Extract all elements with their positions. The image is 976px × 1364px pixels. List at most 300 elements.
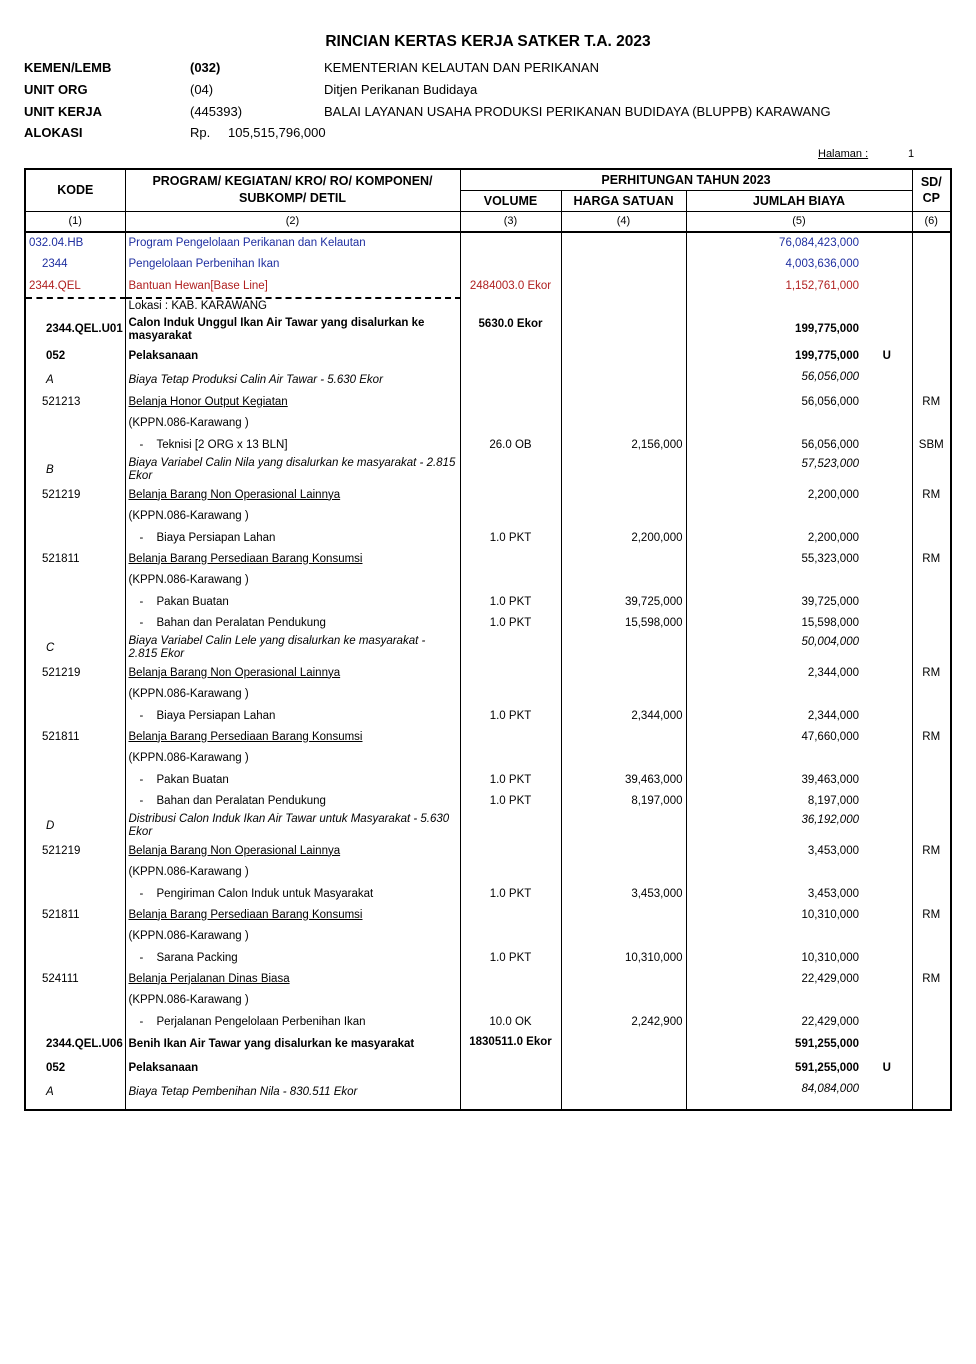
row-sdcp — [912, 770, 951, 791]
row-harga — [561, 905, 686, 926]
row-kode — [25, 770, 125, 791]
row-u-flag — [862, 727, 912, 748]
row-sdcp — [912, 990, 951, 1012]
row-u-flag — [862, 990, 912, 1012]
row-uraian — [125, 727, 460, 748]
row-harga — [561, 1057, 686, 1081]
row-kode — [25, 862, 125, 884]
akun-label: Belanja Barang Non Operasional Lainnya — [128, 844, 341, 857]
detail-bullet: - — [139, 595, 144, 608]
col-number-4: (4) — [561, 211, 686, 232]
row-uraian: (KPPN.086-Karawang ) — [125, 506, 460, 528]
row-volume — [460, 254, 561, 276]
row-u-flag — [862, 634, 912, 663]
row-uraian: Bantuan Hewan[Base Line] — [125, 276, 460, 298]
row-sdcp — [912, 1081, 951, 1110]
col-jumlah-header: JUMLAH BIAYA — [686, 190, 912, 211]
row-kode: B — [25, 456, 125, 485]
row-jumlah: 15,598,000 — [686, 613, 862, 634]
row-sdcp — [912, 276, 951, 298]
row-volume — [460, 549, 561, 570]
row-volume — [460, 485, 561, 506]
detail-bullet: - — [139, 951, 144, 964]
table-row — [25, 456, 951, 485]
kemen-code: (032) — [190, 60, 221, 75]
row-u-flag — [862, 791, 912, 812]
row-kode: 2344.QEL.U01 — [25, 315, 125, 345]
row-uraian: Lokasi : KAB. KARAWANG — [125, 298, 460, 315]
row-harga — [561, 254, 686, 276]
detail-bullet: - — [139, 887, 144, 900]
table-row — [25, 663, 951, 684]
col-sdcp-header — [912, 169, 951, 211]
row-uraian: Program Pengelolaan Perikanan dan Kelautan — [125, 232, 460, 254]
row-volume — [460, 748, 561, 770]
row-jumlah — [686, 684, 862, 706]
row-uraian — [125, 706, 460, 727]
row-sdcp — [912, 812, 951, 841]
row-volume — [460, 1081, 561, 1110]
page-title: RINCIAN KERTAS KERJA SATKER T.A. 2023 — [325, 33, 651, 50]
row-kode — [25, 748, 125, 770]
row-volume — [460, 298, 561, 315]
table-row — [25, 1012, 951, 1033]
row-volume: 5630.0 Ekor — [460, 315, 561, 345]
row-harga — [561, 684, 686, 706]
col-harga-header: HARGA SATUAN — [561, 190, 686, 211]
row-kode — [25, 884, 125, 905]
row-jumlah: 199,775,000 — [686, 315, 862, 345]
budget-table — [24, 168, 952, 1111]
table-row — [25, 570, 951, 592]
row-sdcp — [912, 1057, 951, 1081]
row-sdcp: RM — [912, 841, 951, 862]
row-sdcp: RM — [912, 969, 951, 990]
row-u-flag — [862, 570, 912, 592]
row-jumlah — [686, 748, 862, 770]
row-u-flag — [862, 392, 912, 413]
row-uraian: Biaya Variabel Calin Nila yang disalurkan ke masyarakat - 2.815 Ekor — [125, 456, 460, 485]
table-row — [25, 884, 951, 905]
table-row — [25, 345, 951, 369]
table-row — [25, 990, 951, 1012]
akun-label: Belanja Barang Non Operasional Lainnya — [128, 488, 341, 501]
table-row — [25, 549, 951, 570]
row-kode: D — [25, 812, 125, 841]
row-uraian: Benih Ikan Air Tawar yang disalurkan ke masyarakat — [125, 1033, 460, 1057]
row-u-flag — [862, 315, 912, 345]
row-volume — [460, 506, 561, 528]
col-kode-header: KODE — [25, 169, 125, 211]
row-volume — [460, 684, 561, 706]
row-volume: 1.0 PKT — [460, 592, 561, 613]
row-u-flag — [862, 748, 912, 770]
detail-text: Perjalanan Pengelolaan Perbenihan Ikan — [156, 1015, 366, 1028]
row-sdcp — [912, 232, 951, 254]
row-uraian: (KPPN.086-Karawang ) — [125, 862, 460, 884]
table-row — [25, 232, 951, 254]
row-u-flag — [862, 684, 912, 706]
row-kode — [25, 684, 125, 706]
row-jumlah: 57,523,000 — [686, 456, 862, 485]
row-jumlah: 36,192,000 — [686, 812, 862, 841]
row-uraian: Pelaksanaan — [125, 345, 460, 369]
row-uraian — [125, 613, 460, 634]
row-harga — [561, 841, 686, 862]
row-uraian: (KPPN.086-Karawang ) — [125, 570, 460, 592]
row-uraian — [125, 663, 460, 684]
table-row — [25, 791, 951, 812]
detail-bullet: - — [139, 1015, 144, 1028]
row-sdcp: RM — [912, 549, 951, 570]
akun-label: Belanja Honor Output Kegiatan — [128, 395, 288, 408]
col-number-6: (6) — [912, 211, 951, 232]
row-volume: 1.0 PKT — [460, 706, 561, 727]
row-harga — [561, 456, 686, 485]
unitorg-label: UNIT ORG — [24, 82, 88, 97]
row-jumlah — [686, 506, 862, 528]
row-uraian — [125, 528, 460, 549]
row-harga — [561, 345, 686, 369]
row-sdcp — [912, 748, 951, 770]
row-jumlah: 39,725,000 — [686, 592, 862, 613]
row-u-flag — [862, 485, 912, 506]
table-row — [25, 413, 951, 435]
row-volume — [460, 990, 561, 1012]
row-uraian — [125, 791, 460, 812]
row-uraian: Biaya Tetap Pembenihan Nila - 830.511 Ekor — [125, 1081, 460, 1110]
row-harga — [561, 663, 686, 684]
row-jumlah — [686, 570, 862, 592]
row-harga — [561, 570, 686, 592]
row-u-flag — [862, 663, 912, 684]
row-volume: 1.0 PKT — [460, 770, 561, 791]
table-row — [25, 905, 951, 926]
detail-bullet: - — [139, 773, 144, 786]
row-jumlah — [686, 413, 862, 435]
table-row — [25, 485, 951, 506]
kemen-label: KEMEN/LEMB — [24, 60, 112, 75]
row-kode — [25, 592, 125, 613]
row-u-flag — [862, 926, 912, 948]
unitkerja-name: BALAI LAYANAN USAHA PRODUKSI PERIKANAN BUDIDAYA (BLUPPB) KARAWANG — [324, 104, 831, 119]
row-u-flag — [862, 1033, 912, 1057]
row-jumlah: 10,310,000 — [686, 905, 862, 926]
row-kode: 521213 — [25, 392, 125, 413]
row-uraian — [125, 969, 460, 990]
row-harga: 2,242,900 — [561, 1012, 686, 1033]
table-row — [25, 506, 951, 528]
row-kode — [25, 948, 125, 969]
table-row — [25, 948, 951, 969]
table-row — [25, 435, 951, 456]
row-sdcp — [912, 948, 951, 969]
row-sdcp — [912, 634, 951, 663]
col-program-line1: PROGRAM/ KEGIATAN/ KRO/ RO/ KOMPONEN/ — [152, 174, 433, 189]
row-uraian: Calon Induk Unggul Ikan Air Tawar yang disalurkan ke masyarakat — [125, 315, 460, 345]
row-harga — [561, 485, 686, 506]
row-harga — [561, 812, 686, 841]
row-u-flag — [862, 969, 912, 990]
row-u-flag — [862, 905, 912, 926]
row-harga: 8,197,000 — [561, 791, 686, 812]
row-uraian: Biaya Tetap Produksi Calin Air Tawar - 5.630 Ekor — [125, 369, 460, 392]
row-kode — [25, 926, 125, 948]
row-jumlah: 4,003,636,000 — [686, 254, 862, 276]
row-volume — [460, 841, 561, 862]
col-number-5: (5) — [686, 211, 912, 232]
row-jumlah: 22,429,000 — [686, 1012, 862, 1033]
row-jumlah: 591,255,000 — [686, 1033, 862, 1057]
row-volume: 1.0 PKT — [460, 948, 561, 969]
row-uraian — [125, 1012, 460, 1033]
detail-text: Pakan Buatan — [156, 595, 229, 608]
row-jumlah: 76,084,423,000 — [686, 232, 862, 254]
row-sdcp: RM — [912, 727, 951, 748]
row-volume: 1830511.0 Ekor — [460, 1033, 561, 1057]
table-row — [25, 298, 951, 315]
table-row — [25, 1081, 951, 1110]
row-uraian: (KPPN.086-Karawang ) — [125, 990, 460, 1012]
row-harga — [561, 392, 686, 413]
row-volume — [460, 727, 561, 748]
akun-label: Belanja Perjalanan Dinas Biasa — [128, 972, 290, 985]
row-kode — [25, 528, 125, 549]
table-row — [25, 770, 951, 791]
akun-label: Belanja Barang Persediaan Barang Konsumsi — [128, 552, 363, 565]
row-u-flag — [862, 1081, 912, 1110]
table-row — [25, 706, 951, 727]
row-sdcp — [912, 298, 951, 315]
unitorg-name: Ditjen Perikanan Budidaya — [324, 82, 478, 97]
row-jumlah: 47,660,000 — [686, 727, 862, 748]
row-harga — [561, 276, 686, 298]
table-row — [25, 684, 951, 706]
row-u-flag — [862, 435, 912, 456]
row-volume — [460, 392, 561, 413]
col-number-3: (3) — [460, 211, 561, 232]
row-kode: 521811 — [25, 905, 125, 926]
row-kode — [25, 435, 125, 456]
row-jumlah — [686, 298, 862, 315]
row-volume — [460, 456, 561, 485]
row-kode — [25, 570, 125, 592]
col-program-line2: SUBKOMP/ DETIL — [239, 191, 346, 206]
row-jumlah: 50,004,000 — [686, 634, 862, 663]
table-row — [25, 392, 951, 413]
row-jumlah: 2,344,000 — [686, 706, 862, 727]
row-uraian — [125, 770, 460, 791]
row-uraian — [125, 485, 460, 506]
kemen-name: KEMENTERIAN KELAUTAN DAN PERIKANAN — [324, 60, 599, 75]
row-jumlah: 56,056,000 — [686, 369, 862, 392]
row-harga — [561, 1081, 686, 1110]
row-harga — [561, 232, 686, 254]
row-u-flag — [862, 528, 912, 549]
row-sdcp: RM — [912, 485, 951, 506]
table-row — [25, 369, 951, 392]
row-kode: 2344 — [25, 254, 125, 276]
row-harga — [561, 506, 686, 528]
row-u-flag — [862, 948, 912, 969]
halaman-label: Halaman : — [818, 148, 869, 160]
row-kode: 521811 — [25, 727, 125, 748]
row-sdcp — [912, 506, 951, 528]
row-volume: 1.0 PKT — [460, 884, 561, 905]
row-volume — [460, 634, 561, 663]
akun-label: Belanja Barang Persediaan Barang Konsumsi — [128, 908, 363, 921]
row-harga: 2,156,000 — [561, 435, 686, 456]
row-u-flag — [862, 1012, 912, 1033]
row-jumlah: 2,200,000 — [686, 485, 862, 506]
row-uraian — [125, 841, 460, 862]
row-jumlah: 199,775,000 — [686, 345, 862, 369]
row-kode — [25, 613, 125, 634]
row-u-flag — [862, 232, 912, 254]
row-jumlah — [686, 926, 862, 948]
detail-text: Pakan Buatan — [156, 773, 229, 786]
row-kode: C — [25, 634, 125, 663]
table-row — [25, 254, 951, 276]
table-row — [25, 613, 951, 634]
col-volume-header: VOLUME — [460, 190, 561, 211]
row-volume — [460, 232, 561, 254]
halaman-value: 1 — [908, 148, 915, 160]
alokasi-prefix: Rp. — [190, 125, 211, 140]
row-volume — [460, 862, 561, 884]
row-sdcp — [912, 613, 951, 634]
row-sdcp — [912, 884, 951, 905]
row-harga: 2,200,000 — [561, 528, 686, 549]
row-jumlah: 3,453,000 — [686, 841, 862, 862]
row-u-flag — [862, 506, 912, 528]
row-u-flag — [862, 456, 912, 485]
row-jumlah: 2,200,000 — [686, 528, 862, 549]
row-volume: 26.0 OB — [460, 435, 561, 456]
row-u-flag: U — [862, 345, 912, 369]
table-row — [25, 748, 951, 770]
table-row — [25, 1033, 951, 1057]
table-row — [25, 812, 951, 841]
row-kode — [25, 706, 125, 727]
row-kode: A — [25, 1081, 125, 1110]
row-sdcp: RM — [912, 663, 951, 684]
row-harga — [561, 369, 686, 392]
row-jumlah: 55,323,000 — [686, 549, 862, 570]
row-harga — [561, 549, 686, 570]
row-harga — [561, 926, 686, 948]
table-row — [25, 841, 951, 862]
row-uraian — [125, 549, 460, 570]
row-jumlah: 84,084,000 — [686, 1081, 862, 1110]
row-u-flag — [862, 841, 912, 862]
akun-label: Belanja Barang Persediaan Barang Konsumsi — [128, 730, 363, 743]
alokasi-label: ALOKASI — [24, 125, 83, 140]
row-jumlah: 22,429,000 — [686, 969, 862, 990]
row-sdcp: SBM — [912, 435, 951, 456]
row-sdcp — [912, 791, 951, 812]
row-volume — [460, 905, 561, 926]
row-jumlah: 56,056,000 — [686, 435, 862, 456]
row-volume: 2484003.0 Ekor — [460, 276, 561, 298]
row-kode: 032.04.HB — [25, 232, 125, 254]
row-jumlah: 39,463,000 — [686, 770, 862, 791]
unitkerja-code: (445393) — [190, 104, 243, 119]
unitorg-code: (04) — [190, 82, 214, 97]
row-jumlah: 3,453,000 — [686, 884, 862, 905]
row-kode: 521219 — [25, 663, 125, 684]
row-volume — [460, 926, 561, 948]
row-volume — [460, 1057, 561, 1081]
row-sdcp — [912, 254, 951, 276]
col-sdcp-line2: CP — [922, 191, 940, 206]
row-uraian: Distribusi Calon Induk Ikan Air Tawar untuk Masyarakat - 5.630 Ekor — [125, 812, 460, 841]
row-harga — [561, 1033, 686, 1057]
table-row — [25, 528, 951, 549]
row-volume — [460, 969, 561, 990]
row-sdcp — [912, 1033, 951, 1057]
table-row — [25, 634, 951, 663]
alokasi-value: 105,515,796,000 — [228, 125, 326, 140]
row-harga: 39,463,000 — [561, 770, 686, 791]
row-volume: 1.0 PKT — [460, 613, 561, 634]
row-u-flag — [862, 369, 912, 392]
row-u-flag — [862, 862, 912, 884]
column-number-row — [25, 211, 951, 232]
row-jumlah: 591,255,000 — [686, 1057, 862, 1081]
row-uraian — [125, 884, 460, 905]
detail-text: Bahan dan Peralatan Pendukung — [156, 794, 326, 807]
row-u-flag: U — [862, 1057, 912, 1081]
row-uraian — [125, 392, 460, 413]
row-sdcp — [912, 345, 951, 369]
row-kode: 521811 — [25, 549, 125, 570]
row-kode — [25, 298, 125, 315]
table-row — [25, 862, 951, 884]
detail-bullet: - — [139, 616, 144, 629]
row-harga — [561, 315, 686, 345]
row-sdcp — [912, 570, 951, 592]
row-harga — [561, 634, 686, 663]
row-volume: 1.0 PKT — [460, 791, 561, 812]
row-jumlah: 2,344,000 — [686, 663, 862, 684]
row-volume — [460, 570, 561, 592]
detail-bullet: - — [139, 531, 144, 544]
row-kode: 524111 — [25, 969, 125, 990]
row-harga — [561, 990, 686, 1012]
row-kode — [25, 1012, 125, 1033]
col-program-header — [125, 169, 460, 211]
row-u-flag — [862, 592, 912, 613]
table-row — [25, 276, 951, 298]
row-volume — [460, 663, 561, 684]
detail-bullet: - — [139, 709, 144, 722]
row-harga: 15,598,000 — [561, 613, 686, 634]
detail-bullet: - — [139, 438, 144, 451]
row-volume — [460, 413, 561, 435]
table-row — [25, 592, 951, 613]
row-uraian: Biaya Variabel Calin Lele yang disalurkan ke masyarakat - 2.815 Ekor — [125, 634, 460, 663]
row-u-flag — [862, 413, 912, 435]
row-u-flag — [862, 884, 912, 905]
row-volume — [460, 345, 561, 369]
row-uraian: (KPPN.086-Karawang ) — [125, 413, 460, 435]
row-uraian: Pelaksanaan — [125, 1057, 460, 1081]
row-u-flag — [862, 254, 912, 276]
row-sdcp — [912, 528, 951, 549]
row-u-flag — [862, 298, 912, 315]
detail-text: Pengiriman Calon Induk untuk Masyarakat — [156, 887, 374, 900]
